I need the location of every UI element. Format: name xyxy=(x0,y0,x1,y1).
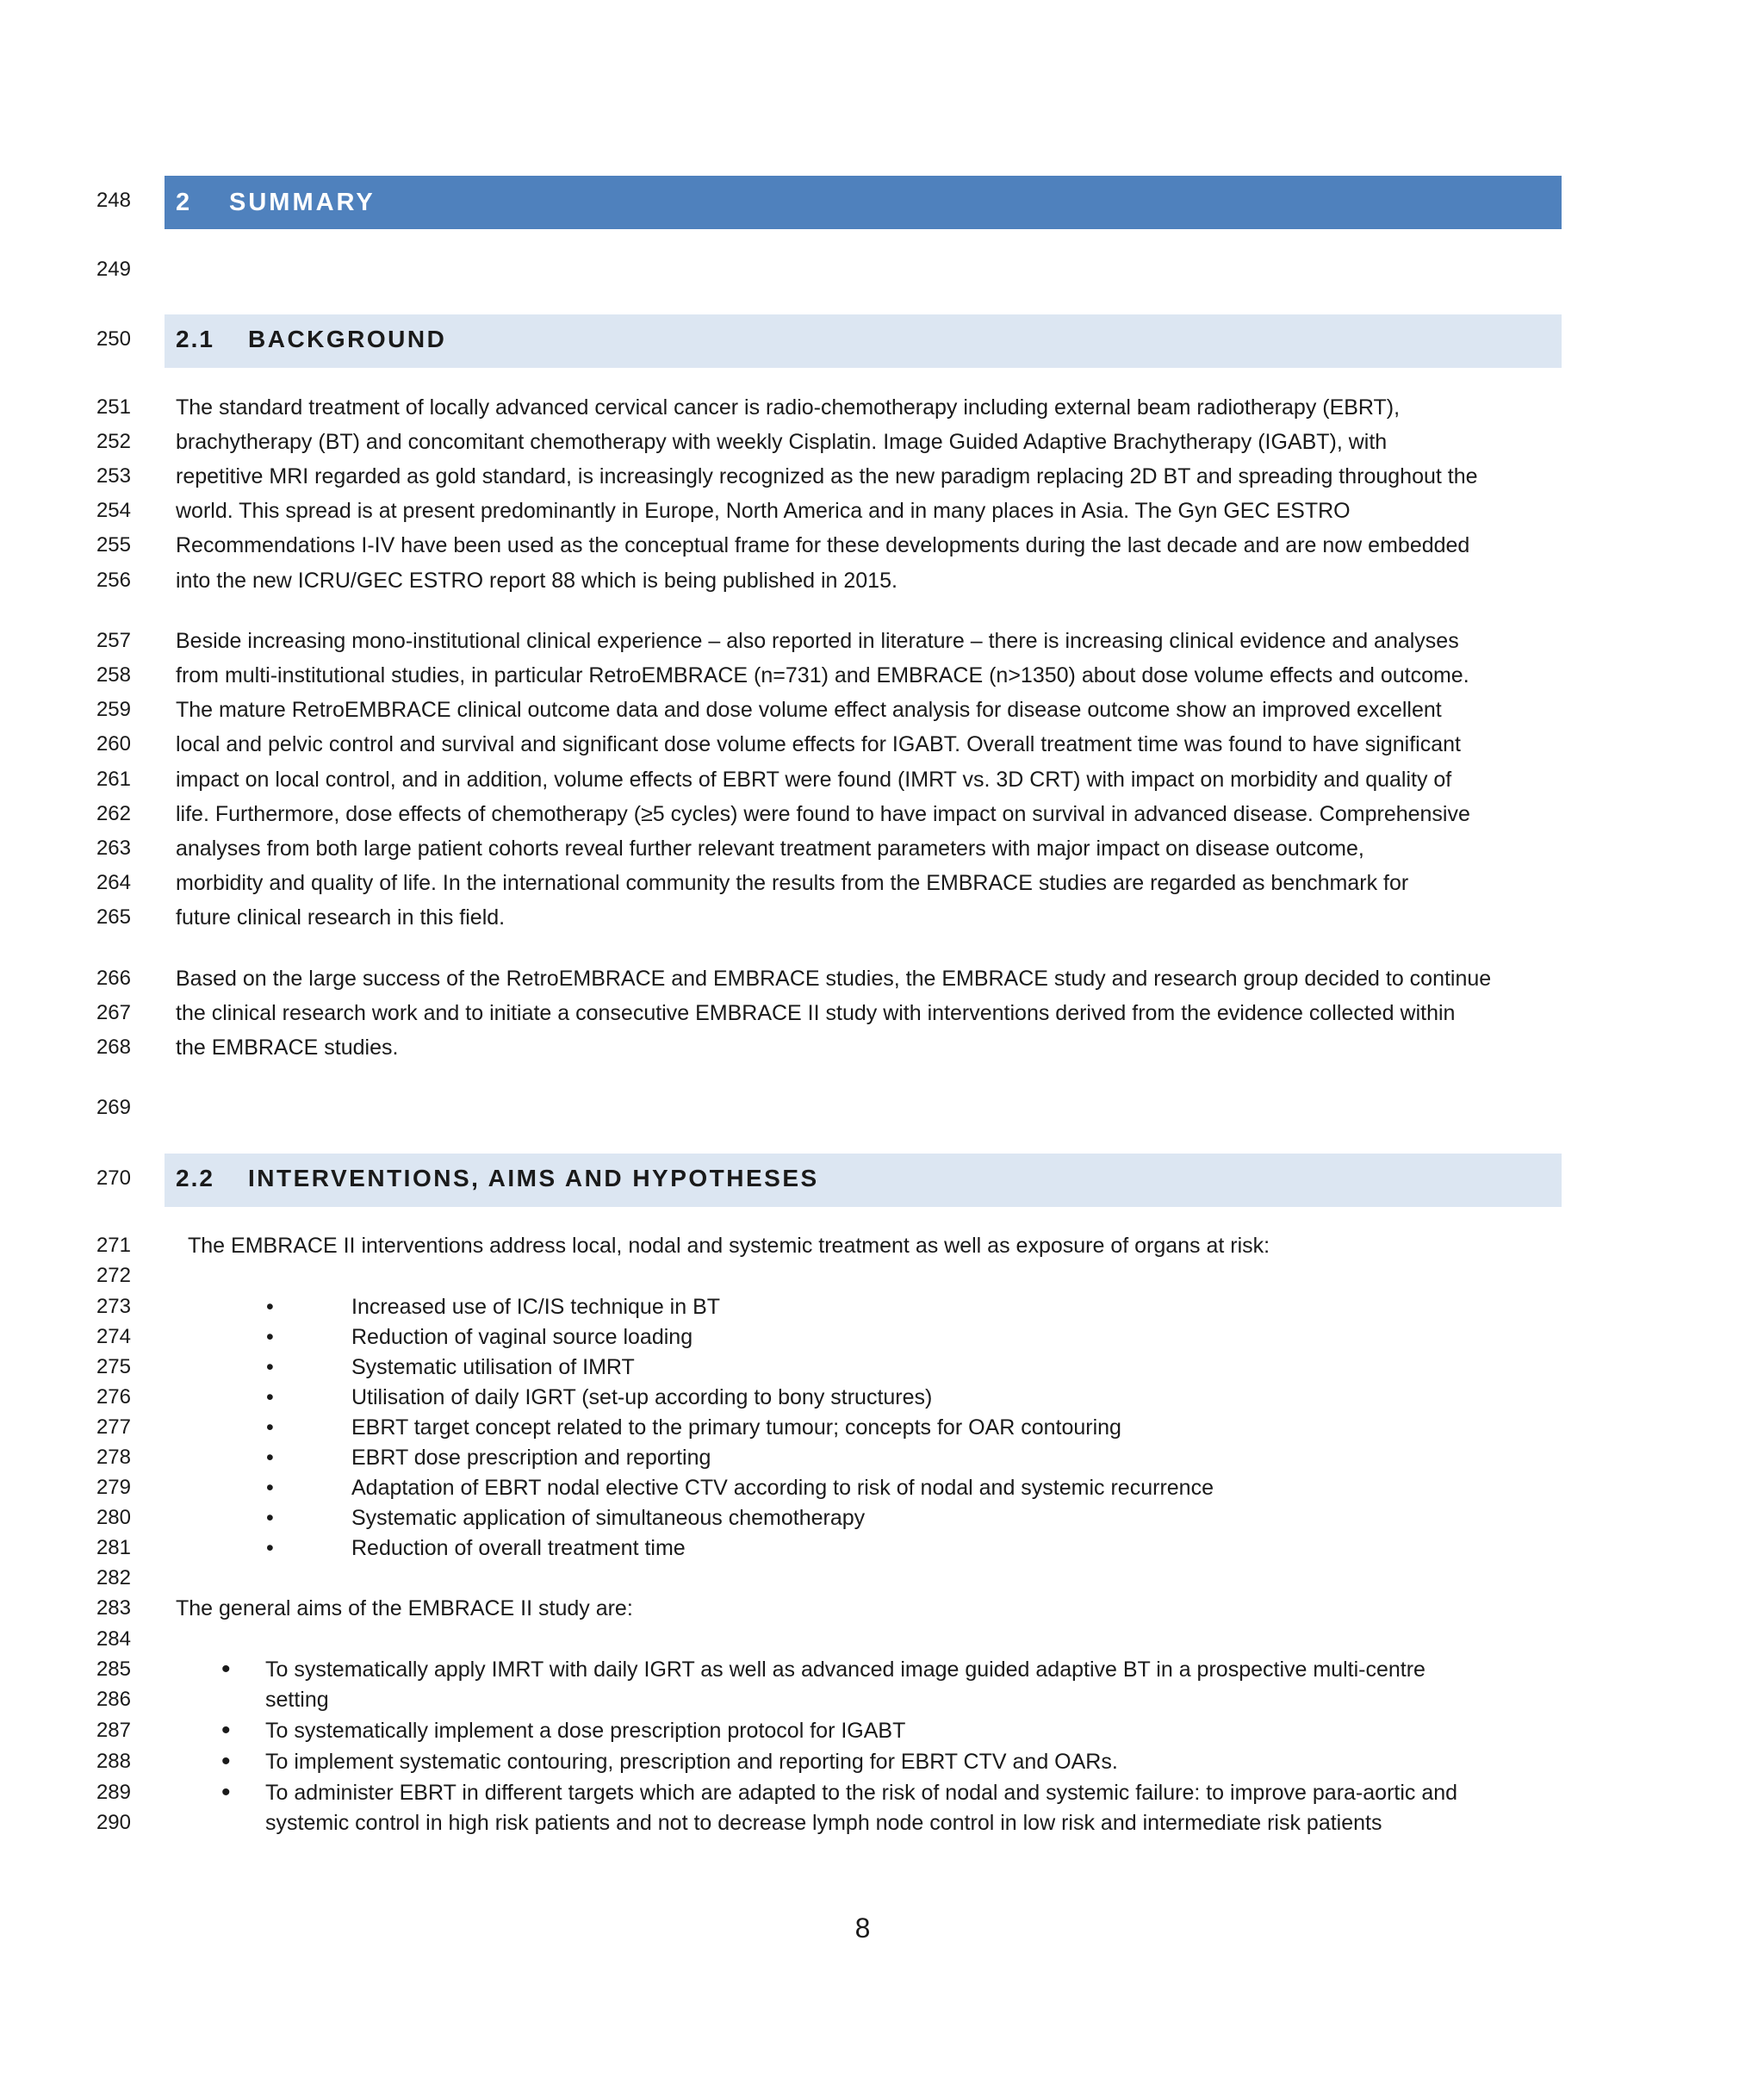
aim-item-continuation: setting xyxy=(265,1688,329,1712)
background-p1-line: brachytherapy (BT) and concomitant chemotherapy with weekly Cisplatin. Image Guided Adaptive Brachytherapy (IGABT), with xyxy=(176,430,1388,454)
line-number: 266 xyxy=(96,967,131,990)
bullet-icon: • xyxy=(266,1295,274,1319)
line-number: 284 xyxy=(96,1627,131,1651)
background-p2-line: The mature RetroEMBRACE clinical outcome data and dose volume effect analysis for disease outcome show an improved excellent xyxy=(176,698,1442,722)
background-p1-line: world. This spread is at present predominantly in Europe, North America and in many places in Asia. The Gyn GEC ESTRO xyxy=(176,499,1351,523)
bullet-icon: • xyxy=(266,1355,274,1379)
line-number: 268 xyxy=(96,1036,131,1059)
intervention-item: Increased use of IC/IS technique in BT xyxy=(351,1295,721,1319)
line-number: 251 xyxy=(96,395,131,419)
line-number: 273 xyxy=(96,1295,131,1318)
background-p1-line: Recommendations I-IV have been used as the conceptual frame for these developments during the last decade and are now embedded xyxy=(176,533,1470,557)
line-number: 287 xyxy=(96,1719,131,1742)
intervention-item: Systematic utilisation of IMRT xyxy=(351,1355,635,1379)
line-number: 283 xyxy=(96,1596,131,1620)
aim-item: To implement systematic contouring, prescription and reporting for EBRT CTV and OARs. xyxy=(265,1750,1118,1774)
bullet-icon: • xyxy=(266,1415,274,1440)
bullet-icon: • xyxy=(221,1716,231,1745)
subsection-title-background: BACKGROUND xyxy=(248,326,447,352)
bullet-icon: • xyxy=(221,1655,231,1683)
background-p2-line: analyses from both large patient cohorts reveal further relevant treatment parameters with major impact on disease outcome, xyxy=(176,837,1364,861)
subsection-number-background: 2.1 xyxy=(176,326,214,352)
intervention-item: Systematic application of simultaneous chemotherapy xyxy=(351,1506,866,1530)
line-number: 263 xyxy=(96,837,131,860)
line-number: 278 xyxy=(96,1446,131,1469)
line-number: 271 xyxy=(96,1234,131,1257)
line-number: 265 xyxy=(96,905,131,929)
line-number: 258 xyxy=(96,663,131,687)
line-number: 281 xyxy=(96,1536,131,1559)
bullet-icon: • xyxy=(266,1325,274,1349)
line-number: 264 xyxy=(96,871,131,894)
line-number: 282 xyxy=(96,1566,131,1589)
line-number: 255 xyxy=(96,533,131,557)
background-p2-line: life. Furthermore, dose effects of chemotherapy (≥5 cycles) were found to have impact on survival in advanced disease. Comprehensive xyxy=(176,802,1470,826)
section-title: SUMMARY xyxy=(229,189,376,216)
intervention-item: Utilisation of daily IGRT (set-up according to bony structures) xyxy=(351,1385,933,1409)
section-number: 2 xyxy=(176,189,192,216)
background-p3-line: Based on the large success of the RetroEMBRACE and EMBRACE studies, the EMBRACE study and research group decided to continue xyxy=(176,967,1492,991)
background-p1-line: The standard treatment of locally advanced cervical cancer is radio-chemotherapy including external beam radiotherapy (EBRT), xyxy=(176,395,1401,420)
line-number: 248 xyxy=(96,189,131,212)
line-number: 274 xyxy=(96,1325,131,1348)
line-number: 270 xyxy=(96,1166,131,1190)
line-number: 254 xyxy=(96,499,131,522)
intervention-item: EBRT dose prescription and reporting xyxy=(351,1446,711,1470)
page-number: 8 xyxy=(854,1913,871,1944)
aim-item: To systematically implement a dose prescription protocol for IGABT xyxy=(265,1719,906,1743)
bullet-icon: • xyxy=(266,1385,274,1409)
subsection-number-interventions: 2.2 xyxy=(176,1165,214,1191)
line-number: 267 xyxy=(96,1001,131,1024)
aim-item-continuation: systemic control in high risk patients and not to decrease lymph node control in low risk and intermediate risk patients xyxy=(265,1811,1382,1835)
line-number: 269 xyxy=(96,1096,131,1119)
background-p2-line: from multi-institutional studies, in particular RetroEMBRACE (n=731) and EMBRACE (n>1350) about dose volume effects and outcome. xyxy=(176,663,1469,687)
aims-intro: The general aims of the EMBRACE II study are: xyxy=(176,1596,633,1620)
background-p2-line: local and pelvic control and survival and significant dose volume effects for IGABT. Overall treatment time was found to have significant xyxy=(176,732,1461,756)
background-p2-line: morbidity and quality of life. In the international community the results from the EMBRACE studies are regarded as benchmark for xyxy=(176,871,1409,895)
aim-item: To systematically apply IMRT with daily IGRT as well as advanced image guided adaptive BT in a prospective multi-centre xyxy=(265,1658,1425,1682)
background-p1-line: repetitive MRI regarded as gold standard, is increasingly recognized as the new paradigm replacing 2D BT and spreading throughout the xyxy=(176,464,1478,488)
line-number: 253 xyxy=(96,464,131,488)
intervention-item: Reduction of vaginal source loading xyxy=(351,1325,693,1349)
background-p1-line: into the new ICRU/GEC ESTRO report 88 which is being published in 2015. xyxy=(176,569,898,593)
bullet-icon: • xyxy=(221,1747,231,1776)
background-p3-line: the EMBRACE studies. xyxy=(176,1036,399,1060)
line-number: 290 xyxy=(96,1811,131,1834)
bullet-icon: • xyxy=(266,1446,274,1470)
line-number: 289 xyxy=(96,1781,131,1804)
line-number: 285 xyxy=(96,1658,131,1681)
line-number: 260 xyxy=(96,732,131,756)
subsection-title-interventions: INTERVENTIONS, AIMS AND HYPOTHESES xyxy=(248,1165,819,1191)
bullet-icon: • xyxy=(266,1506,274,1530)
line-number: 288 xyxy=(96,1750,131,1773)
background-p2-line: future clinical research in this field. xyxy=(176,905,506,930)
intervention-item: Reduction of overall treatment time xyxy=(351,1536,686,1560)
line-number: 277 xyxy=(96,1415,131,1439)
line-number: 262 xyxy=(96,802,131,825)
line-number: 286 xyxy=(96,1688,131,1711)
bullet-icon: • xyxy=(266,1536,274,1560)
bullet-icon: • xyxy=(266,1476,274,1500)
line-number: 276 xyxy=(96,1385,131,1409)
line-number: 259 xyxy=(96,698,131,721)
background-p2-line: impact on local control, and in addition, volume effects of EBRT were found (IMRT vs. 3D CRT) with impact on morbidity and quality of xyxy=(176,768,1452,792)
bullet-icon: • xyxy=(221,1778,231,1807)
line-number: 275 xyxy=(96,1355,131,1378)
interventions-intro: The EMBRACE II interventions address local, nodal and systemic treatment as well as exposure of organs at risk: xyxy=(188,1234,1270,1258)
line-number: 252 xyxy=(96,430,131,453)
background-p2-line: Beside increasing mono-institutional clinical experience – also reported in literature – there is increasing clinical evidence and analyses xyxy=(176,629,1459,653)
line-number: 249 xyxy=(96,258,131,281)
line-number: 261 xyxy=(96,768,131,791)
line-number: 257 xyxy=(96,629,131,652)
background-p3-line: the clinical research work and to initiate a consecutive EMBRACE II study with interventions derived from the evidence collected within xyxy=(176,1001,1456,1025)
intervention-item: EBRT target concept related to the primary tumour; concepts for OAR contouring xyxy=(351,1415,1121,1440)
line-number: 272 xyxy=(96,1264,131,1287)
line-number: 279 xyxy=(96,1476,131,1499)
aim-item: To administer EBRT in different targets which are adapted to the risk of nodal and systemic failure: to improve para-aortic and xyxy=(265,1781,1458,1805)
line-number: 256 xyxy=(96,569,131,592)
line-number: 280 xyxy=(96,1506,131,1529)
line-number: 250 xyxy=(96,327,131,351)
intervention-item: Adaptation of EBRT nodal elective CTV according to risk of nodal and systemic recurrence xyxy=(351,1476,1214,1500)
